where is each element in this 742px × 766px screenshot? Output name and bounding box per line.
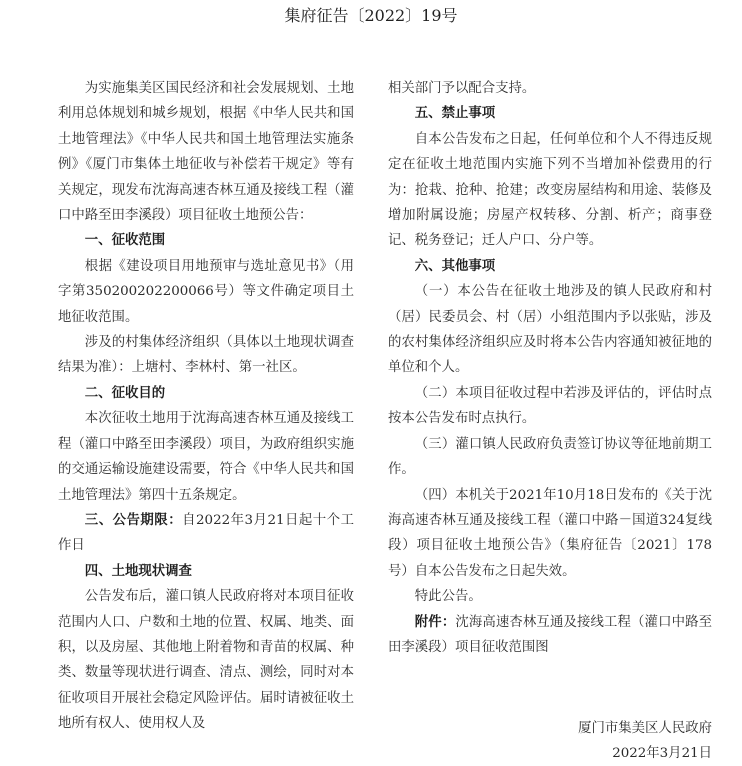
other-item-1: （一）本公告在征收土地涉及的镇人民政府和村（居）民委员会、村（居）小组范围内予以张贴，涉及的农村集体经济组织应及时将本公告内容通知被征地的单位和个人。 bbox=[388, 284, 712, 376]
left-column bbox=[58, 76, 354, 737]
closing-statement: 特此公告。 bbox=[414, 589, 482, 605]
purpose-paragraph: 本次征收土地用于沈海高速杏林互通及接线工程（灌口中路至田李溪段）项目，为政府组织实施的交通运输设施建设需要，符合《中华人民共和国土地管理法》第四十五条规定。 bbox=[58, 411, 354, 503]
other-item-4: （四）本机关于2021年10月18日发布的《关于沈海高速杏林互通及接线工程（灌口中路－国道324复线段）项目征收土地预公告》（集府征告〔2021〕178号）自本公告发布之日起失效。 bbox=[388, 487, 712, 579]
document-number: 集府征告〔2022〕19号 bbox=[284, 6, 458, 25]
section-heading-survey: 四、土地现状调查 bbox=[84, 562, 192, 579]
section-heading-scope: 一、征收范围 bbox=[84, 232, 166, 249]
section-heading-prohibitions: 五、禁止事项 bbox=[414, 105, 496, 122]
period-text: 自2022年3月21日起十个工作日 bbox=[58, 512, 355, 554]
prohibitions-paragraph: 自本公告发布之日起，任何单位和个人不得违反规定在征收土地范围内实施下列不当增加补偿费用的行为：抢栽、抢种、抢建；改变房屋结构和用途、装修及增加附属设施；房屋产权转移、分割、析产；商事登记、税务登记；迁人户口、分户等。 bbox=[388, 131, 712, 249]
signature-date: 2022年3月21日 bbox=[612, 746, 712, 761]
survey-paragraph-tail: 相关部门予以配合支持。 bbox=[388, 81, 536, 96]
section-heading-other: 六、其他事项 bbox=[414, 257, 496, 274]
signature-organization: 厦门市集美区人民政府 bbox=[578, 721, 712, 736]
intro-paragraph: 为实施集美区国民经济和社会发展规划、土地利用总体规划和城乡规划，根据《中华人民共和国土地管理法》《中华人民共和国土地管理法实施条例》《厦门市集体土地征收与补偿若干规定》等有关规定，现发布沈海高速杏林互通及接线工程（灌口中路至田李溪段）项目征收土地预公告： bbox=[58, 81, 354, 224]
other-item-3: （三）灌口镇人民政府负责签订协议等征地前期工作。 bbox=[388, 436, 712, 478]
attachment-text: 沈海高速杏林互通及接线工程（灌口中路至田李溪段）项目征收范围图 bbox=[388, 614, 713, 655]
scope-paragraph-2: 涉及的村集体经济组织（具体以土地现状调查结果为准）：上塘村、李林村、第一社区。 bbox=[58, 335, 354, 376]
survey-paragraph: 公告发布后，灌口镇人民政府将对本项目征收范围内人口、户数和土地的位置、权属、地类、面积，以及房屋、其他地上附着物和青苗的权属、种类、数量等现状进行调查、清点、测绘，同时对本征收项目开展社会稳定风险评估。届时请被征收土地所有权人、使用权人及 bbox=[58, 589, 354, 732]
attachment-label: 附件： bbox=[414, 613, 456, 630]
right-column bbox=[388, 76, 712, 660]
attachment-paragraph bbox=[388, 610, 712, 661]
section-heading-period: 三、公告期限： bbox=[84, 511, 183, 528]
period-paragraph bbox=[58, 508, 354, 559]
section-heading-purpose: 二、征收目的 bbox=[84, 384, 166, 401]
scope-paragraph-1: 根据《建设项目用地预审与选址意见书》（用字第350200202200066号）等文件确定项目土地征收范围。 bbox=[58, 258, 354, 325]
other-item-2: （二）本项目征收过程中若涉及评估的，评估时点按本公告发布时点执行。 bbox=[388, 385, 712, 427]
